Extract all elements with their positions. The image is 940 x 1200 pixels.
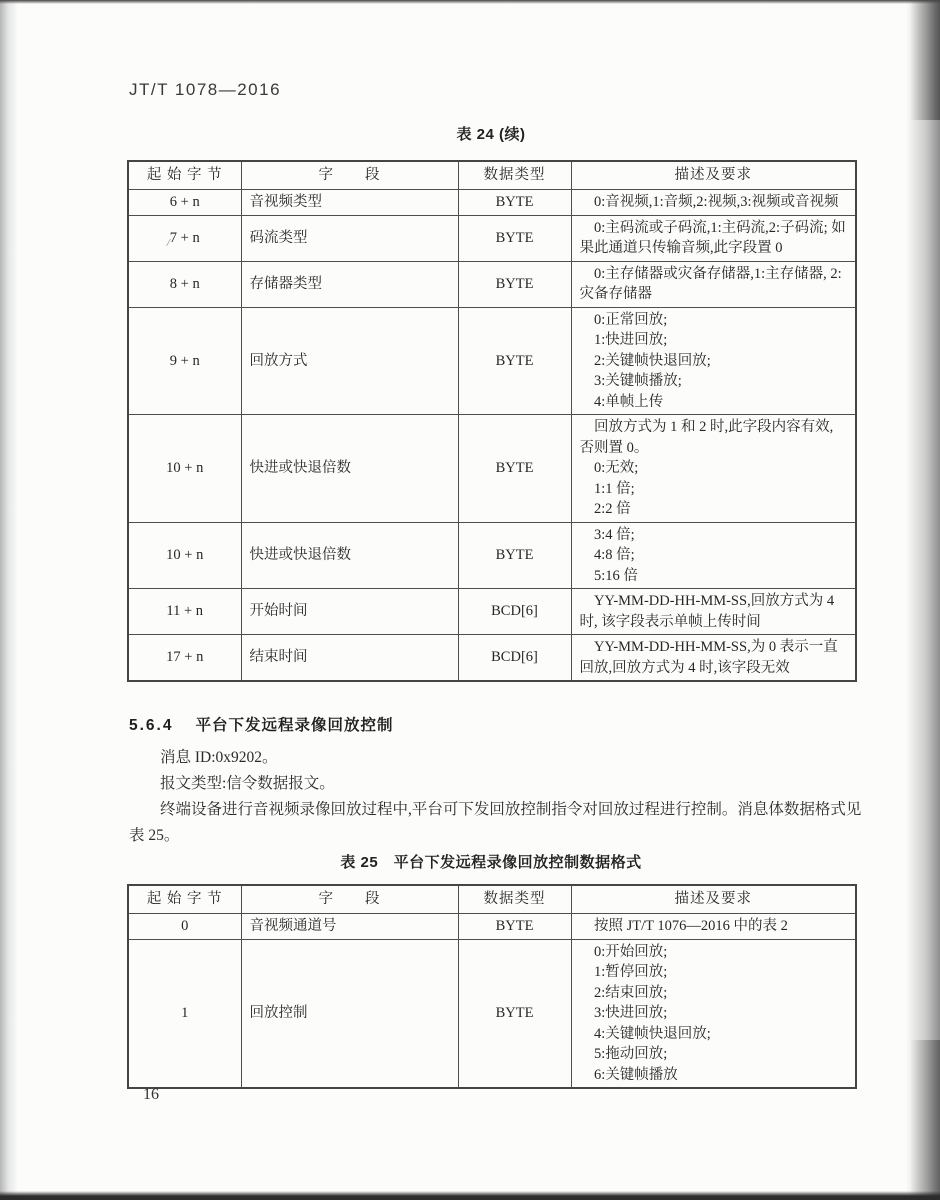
cell-start-byte: 6 + n [128, 190, 241, 216]
table-row [128, 190, 856, 216]
description-line: YY-MM-DD-HH-MM-SS,为 0 表示一直回放,回放方式为 4 时,该字段无效 [579, 639, 838, 676]
cell-start-byte: 8 + n [128, 261, 241, 307]
cell-field: 音视频类型 [241, 190, 458, 216]
section-heading [129, 713, 394, 735]
section-body [129, 745, 875, 849]
cell-field: 快进或快退倍数 [241, 415, 458, 523]
cell-data-type: BYTE [458, 522, 571, 589]
paragraph-description: 终端设备进行音视频录像回放过程中,平台可下发回放控制指令对回放过程进行控制。消息体数据格式见表 25。 [129, 801, 862, 844]
standard-number: JT/T 1078—2016 [129, 80, 282, 99]
table-row [128, 215, 856, 261]
scan-edge-bottom [0, 1191, 940, 1200]
cell-start-byte: 11 + n [128, 589, 241, 635]
cell-field: 回放控制 [241, 939, 458, 1088]
cell-start-byte: 1 [128, 939, 241, 1088]
table24-caption: 表 24 (续) [456, 126, 526, 143]
cell-field: 回放方式 [241, 307, 458, 415]
cell-start-byte: 10 + n [128, 522, 241, 589]
table-header-row [128, 161, 856, 190]
description-line: 5:16 倍 [594, 567, 638, 584]
description-line: 1:1 倍; [594, 480, 635, 497]
table-row [128, 914, 856, 940]
table-row [128, 939, 856, 1088]
table-row [128, 589, 856, 635]
cell-data-type: BCD[6] [458, 635, 571, 682]
cell-description [571, 215, 856, 261]
section-title: 平台下发远程录像回放控制 [195, 717, 394, 734]
cell-data-type: BCD[6] [458, 589, 571, 635]
page-number: 16 [143, 1086, 159, 1103]
table-header-row [128, 885, 856, 914]
description-line: 4:关键帧快退回放; [594, 1025, 711, 1042]
cell-data-type: BYTE [458, 939, 571, 1088]
cell-field: 码流类型 [241, 215, 458, 261]
description-line: 回放方式为 1 和 2 时,此字段内容有效,否则置 0。 [579, 419, 834, 456]
description-line: 0:正常回放; [594, 311, 668, 328]
description-line: 3:关键帧播放; [594, 373, 682, 389]
table25-caption: 表 25 平台下发远程录像回放控制数据格式 [340, 854, 642, 871]
description-line: 5:拖动回放; [594, 1046, 668, 1062]
cell-data-type: BYTE [458, 307, 571, 415]
description-line: 0:主码流或子码流,1:主码流,2:子码流; 如果此通道只传输音频,此字段置 0 [579, 219, 846, 256]
cell-start-byte: 0 [128, 914, 241, 940]
description-line: 2:关键帧快退回放; [594, 352, 711, 369]
cell-field: 存储器类型 [241, 261, 458, 307]
cell-description [571, 261, 856, 307]
description-line: YY-MM-DD-HH-MM-SS,回放方式为 4 时, 该字段表示单帧上传时间 [579, 593, 835, 630]
table25 [127, 884, 857, 1089]
cell-field: 快进或快退倍数 [241, 522, 458, 589]
cell-description [571, 635, 856, 682]
cell-start-byte: 17 + n [128, 635, 241, 682]
section-number: 5.6.4 [129, 717, 174, 734]
cell-data-type: BYTE [458, 261, 571, 307]
paragraph-message-id: 消息 ID:0x9202。 [160, 749, 278, 766]
table-row [128, 635, 856, 682]
description-line: 4:单帧上传 [594, 393, 664, 410]
column-header: 起 始 字 节 [128, 885, 241, 914]
cell-description [571, 589, 856, 635]
scan-corner-top-right [910, 0, 940, 120]
cell-data-type: BYTE [458, 190, 571, 216]
cell-start-byte: 10 + n [128, 415, 241, 523]
cell-field: 音视频通道号 [241, 914, 458, 940]
description-line: 0:无效; [594, 460, 639, 476]
column-header: 数据类型 [458, 161, 571, 190]
description-line: 3:4 倍; [594, 526, 635, 543]
cell-description [571, 190, 856, 216]
description-line: 0:开始回放; [594, 943, 668, 960]
column-header: 字 段 [241, 885, 458, 914]
cell-start-byte: 9 + n [128, 307, 241, 415]
description-line: 1:暂停回放; [594, 964, 668, 980]
column-header: 字 段 [241, 161, 458, 190]
cell-description [571, 914, 856, 940]
description-line: 0:主存储器或灾备存储器,1:主存储器, 2:灾备存储器 [579, 265, 842, 302]
cell-start-byte: 7 + n [128, 215, 241, 261]
description-line: 6:关键帧播放 [594, 1066, 678, 1083]
scan-corner-bottom-right [910, 1040, 940, 1200]
column-header: 数据类型 [458, 885, 571, 914]
paragraph-packet-type: 报文类型:信令数据报文。 [160, 775, 335, 792]
cell-data-type: BYTE [458, 415, 571, 523]
cell-description [571, 522, 856, 589]
cell-description [571, 939, 856, 1088]
table24 [127, 160, 857, 682]
column-header: 描述及要求 [571, 885, 856, 914]
table-row [128, 307, 856, 415]
cell-data-type: BYTE [458, 914, 571, 940]
description-line: 4:8 倍; [594, 547, 635, 563]
cell-description [571, 415, 856, 523]
column-header: 描述及要求 [571, 161, 856, 190]
description-line: 3:快进回放; [594, 1005, 668, 1021]
table-row [128, 522, 856, 589]
scan-edge-right [906, 0, 940, 1200]
description-line: 1:快进回放; [594, 332, 668, 348]
table-row [128, 261, 856, 307]
description-line: 2:结束回放; [594, 984, 668, 1001]
table-row [128, 415, 856, 523]
cell-data-type: BYTE [458, 215, 571, 261]
cell-field: 结束时间 [241, 635, 458, 682]
description-line: 2:2 倍 [594, 501, 631, 517]
column-header: 起 始 字 节 [128, 161, 241, 190]
scan-edge-left [0, 0, 18, 1200]
description-line: 0:音视频,1:音频,2:视频,3:视频或音视频 [594, 194, 839, 210]
scan-edge-top [0, 0, 940, 4]
description-line: 按照 JT/T 1076—2016 中的表 2 [594, 918, 788, 934]
cell-field: 开始时间 [241, 589, 458, 635]
cell-description [571, 307, 856, 415]
